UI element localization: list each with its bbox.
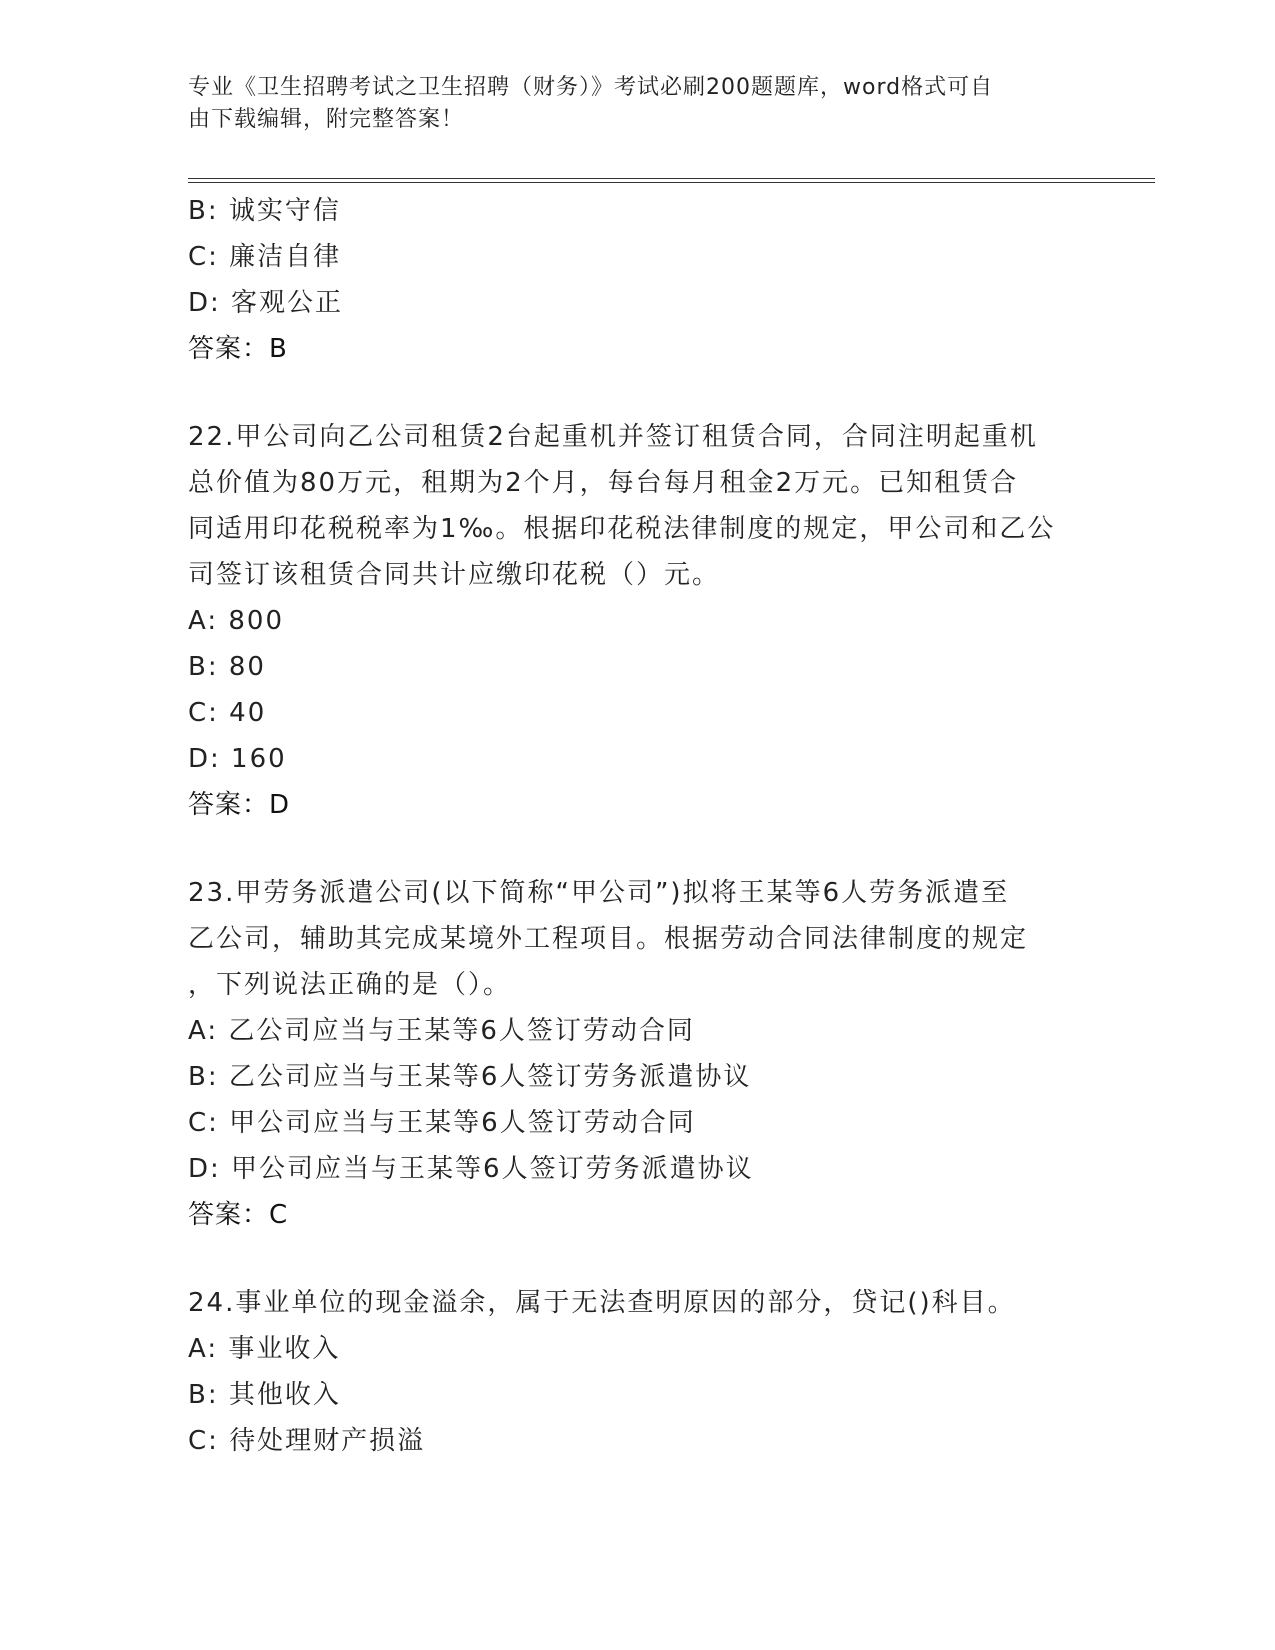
header-rule-top — [188, 178, 1155, 179]
spacer — [188, 828, 1088, 870]
question-block-24 — [188, 1280, 1088, 1464]
spacer — [188, 1238, 1088, 1280]
question-text-line: 24.事业单位的现金溢余，属于无法查明原因的部分，贷记()科目。 — [188, 1288, 1016, 1318]
option-a: A: 800 — [188, 606, 284, 636]
header-line-1: 专业《卫生招聘考试之卫生招聘（财务）》考试必刷200题题库，word格式可自 — [188, 75, 994, 100]
question-text-line: 总价值为80万元，租期为2个月，每台每月租金2万元。已知租赁合 — [188, 468, 1019, 498]
option-d: D: 客观公正 — [188, 288, 344, 318]
option-c: C: 廉洁自律 — [188, 242, 342, 272]
question-text-line: 22.甲公司向乙公司租赁2台起重机并签订租赁合同，合同注明起重机 — [188, 422, 1038, 452]
question-text-line: 乙公司，辅助其完成某境外工程项目。根据劳动合同法律制度的规定 — [188, 924, 1029, 954]
question-block-23 — [188, 870, 1088, 1238]
option-b: B: 诚实守信 — [188, 196, 341, 226]
option-c: C: 待处理财产损溢 — [188, 1426, 426, 1456]
spacer — [188, 372, 1088, 414]
question-text-line: 同适用印花税税率为1‰。根据印花税法律制度的规定，甲公司和乙公 — [188, 514, 1056, 544]
question-text-line: ，下列说法正确的是（）。 — [188, 970, 512, 1000]
answer-line: 答案：C — [188, 1200, 289, 1230]
document-header — [188, 72, 1088, 136]
question-text-line: 司签订该租赁合同共计应缴印花税（）元。 — [188, 560, 721, 590]
option-c: C: 甲公司应当与王某等6人签订劳动合同 — [188, 1108, 696, 1138]
document-body — [188, 188, 1088, 1464]
question-text-line: 23.甲劳务派遣公司(以下简称“甲公司”)拟将王某等6人劳务派遣至 — [188, 878, 1010, 908]
option-b: B: 其他收入 — [188, 1380, 341, 1410]
option-b: B: 乙公司应当与王某等6人签订劳务派遣协议 — [188, 1062, 752, 1092]
answer-line: 答案：D — [188, 790, 291, 820]
option-d: D: 160 — [188, 744, 287, 774]
option-d: D: 甲公司应当与王某等6人签订劳务派遣协议 — [188, 1154, 754, 1184]
option-c: C: 40 — [188, 698, 267, 728]
question-block-22 — [188, 414, 1088, 828]
header-line-2: 由下载编辑，附完整答案！ — [188, 107, 465, 132]
carryover-block — [188, 188, 1088, 372]
answer-line: 答案：B — [188, 334, 288, 364]
option-b: B: 80 — [188, 652, 266, 682]
option-a: A: 事业收入 — [188, 1334, 341, 1364]
option-a: A: 乙公司应当与王某等6人签订劳动合同 — [188, 1016, 695, 1046]
header-rule-bottom — [188, 182, 1155, 183]
